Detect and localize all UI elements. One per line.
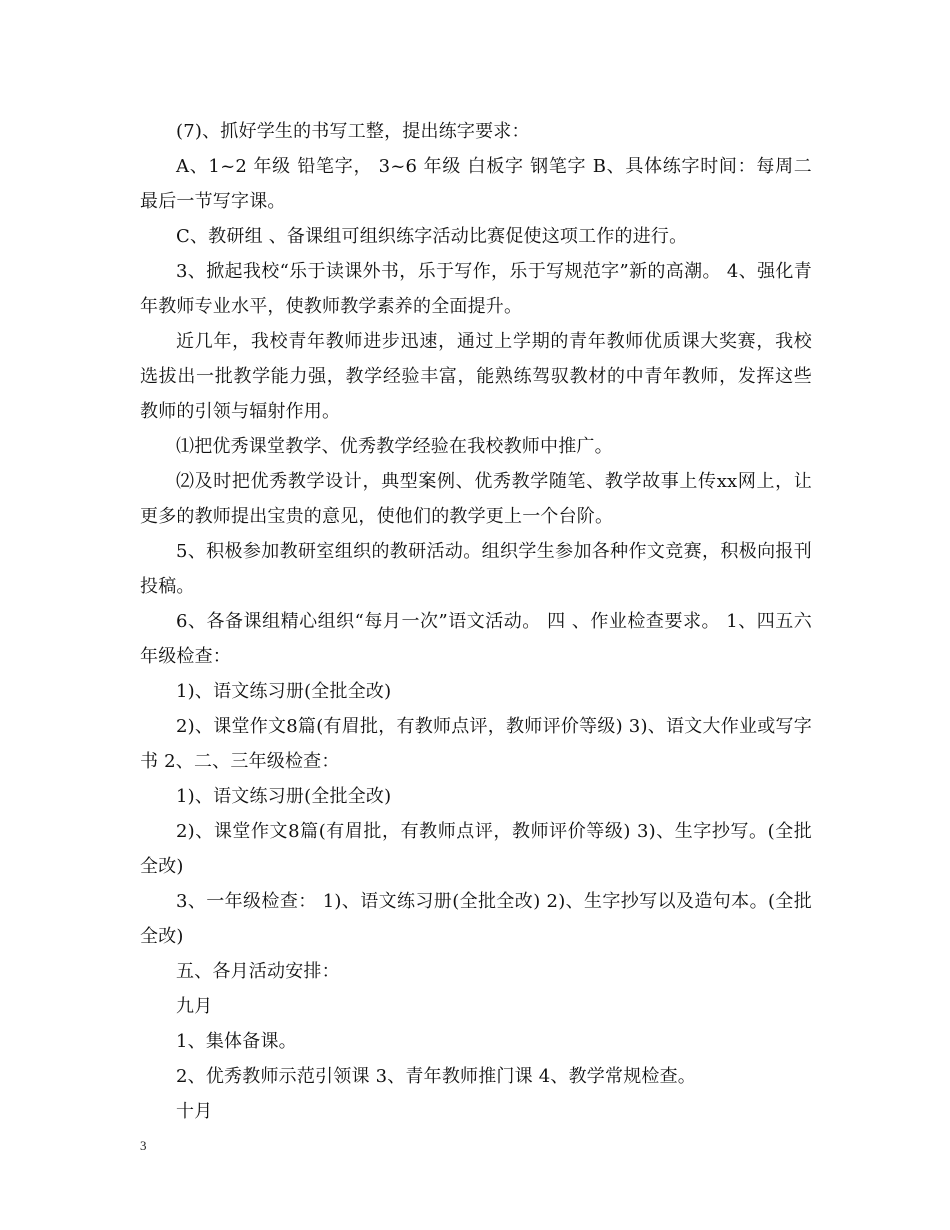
paragraph: (7)、抓好学生的书写工整，提出练字要求： bbox=[176, 121, 530, 142]
paragraph: 近几年，我校青年教师进步迅速，通过上学期的青年教师优质课大奖赛，我校选拔出一批教学能力强，教学经验丰富，能熟练驾驭教材的中青年教师，发挥这些教师的引领与辐射作用。 bbox=[140, 331, 812, 422]
paragraph: A、1~2 年级 铅笔字， 3~6 年级 白板字 钢笔字 B、具体练字时间：每周二最后一节写字课。 bbox=[140, 156, 812, 212]
paragraph: 5、积极参加教研室组织的教研活动。组织学生参加各种作文竞赛，积极向报刊投稿。 bbox=[140, 541, 812, 597]
paragraph: 2、优秀教师示范引领课 3、青年教师推门课 4、教学常规检查。 bbox=[176, 1066, 696, 1087]
paragraph: 九月 bbox=[176, 996, 213, 1017]
paragraph: 1、集体备课。 bbox=[176, 1031, 297, 1052]
paragraph: 3、一年级检查： 1)、语文练习册(全批全改) 2)、生字抄写以及造句本。(全批全改) bbox=[140, 891, 812, 947]
paragraph: 十月 bbox=[176, 1101, 213, 1122]
page-number: 3 bbox=[140, 1138, 147, 1153]
paragraph: 2)、课堂作文8篇(有眉批，有教师点评，教师评价等级) 3)、生字抄写。(全批全改) bbox=[140, 821, 812, 877]
paragraph: 3、掀起我校“乐于读课外书，乐于写作，乐于写规范字”新的高潮。 4、强化青年教师专业水平，使教师教学素养的全面提升。 bbox=[140, 261, 812, 317]
paragraph: ⑴把优秀课堂教学、优秀教学经验在我校教师中推广。 bbox=[176, 436, 613, 457]
document-body bbox=[140, 114, 812, 1129]
paragraph: 6、各备课组精心组织“每月一次”语文活动。 四 、作业检查要求。 1、四五六年级检查： bbox=[140, 611, 812, 667]
paragraph: 1)、语文练习册(全批全改) bbox=[176, 786, 392, 807]
paragraph: 1)、语文练习册(全批全改) bbox=[176, 681, 392, 702]
paragraph: 2)、课堂作文8篇(有眉批，有教师点评，教师评价等级) 3)、语文大作业或写字书 2、二、三年级检查： bbox=[140, 716, 812, 772]
paragraph: ⑵及时把优秀教学设计，典型案例、优秀教学随笔、教学故事上传xx网上，让更多的教师提出宝贵的意见，使他们的教学更上一个台阶。 bbox=[140, 471, 812, 527]
paragraph: C、教研组 、备课组可组织练字活动比赛促使这项工作的进行。 bbox=[176, 226, 688, 247]
paragraph: 五、各月活动安排： bbox=[176, 961, 340, 982]
